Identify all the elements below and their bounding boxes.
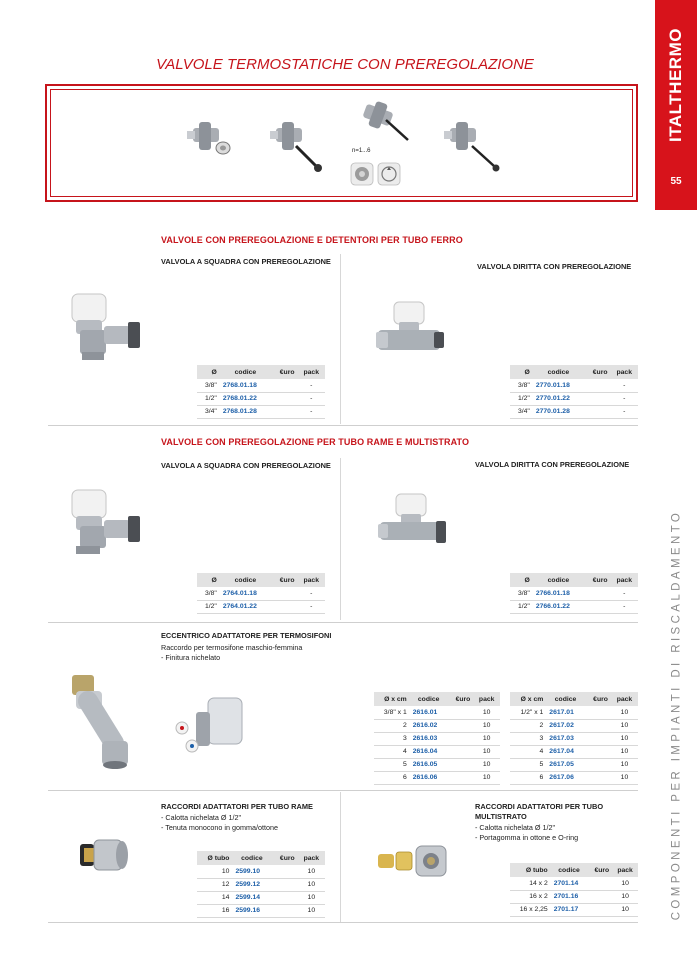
section-title-ferro: VALVOLE CON PREREGOLAZIONE E DETENTORI PER TUBO FERRO [161, 235, 463, 245]
table-header: pack [611, 365, 639, 379]
table-ferro-squadra [197, 365, 325, 419]
table-header: Ø [197, 573, 220, 587]
table-header: pack [611, 692, 638, 706]
angle-valve-image [62, 292, 147, 362]
hero-dial-illustration-2 [378, 163, 402, 187]
table-header: €uro [271, 573, 298, 587]
product-desc-line: - Calotta nichelata Ø 1/2" [161, 813, 242, 822]
table-row: 1/2" 2764.01.22 - [197, 600, 325, 613]
table-row: 1/2" 2768.01.22 - [197, 392, 325, 405]
product-title-squadra-rame: VALVOLA A SQUADRA CON PREREGOLAZIONE [161, 461, 331, 470]
table-row: 3/8" 2766.01.18 - [510, 587, 638, 600]
table-header: pack [611, 573, 639, 587]
table-row: 4 2616.04 10 [374, 745, 500, 758]
table-header: Ø x cm [510, 692, 546, 706]
multilayer-fitting-image [376, 842, 456, 882]
table-header: €uro [584, 573, 611, 587]
table-header: pack [298, 573, 326, 587]
table-row: 2 2616.02 10 [374, 719, 500, 732]
table-header: €uro [448, 692, 474, 706]
product-title-eccentrico: ECCENTRICO ADATTATORE PER TERMOSIFONI [161, 631, 332, 640]
product-desc-line: - Portagomma in ottone e O-ring [475, 833, 579, 842]
product-desc-line: - Tenuta monocono in gomma/ottone [161, 823, 278, 832]
brand-logo: ITALTHERMO [666, 28, 685, 142]
table-header: codice [232, 851, 271, 865]
table-row: 3/4" 2768.01.28 - [197, 405, 325, 418]
table-row: 16 x 2 2701.16 10 [510, 890, 638, 903]
table-header: Ø x cm [374, 692, 410, 706]
column-divider [340, 792, 341, 922]
table-ferro-diritta [510, 365, 638, 419]
table-header: pack [473, 692, 500, 706]
eccentric-installation-image [170, 694, 255, 759]
table-raccordi-multi [510, 863, 638, 917]
table-row: 3/8" x 1 2616.01 10 [374, 706, 500, 719]
table-row: 5 2616.05 10 [374, 758, 500, 771]
table-row: 6 2616.06 10 [374, 771, 500, 784]
copper-fitting-image [74, 836, 134, 876]
table-header: Ø tubo [510, 863, 551, 877]
hero-valve-illustration-3 [350, 96, 410, 146]
product-title-raccordi-multi-line2: MULTISTRATO [475, 812, 527, 821]
eccentric-adapter-image [68, 673, 138, 773]
table-header: codice [551, 863, 588, 877]
hero-preset-label: n=1...6 [352, 148, 371, 154]
table-header: Ø [197, 365, 220, 379]
column-divider [340, 458, 341, 620]
table-rame-squadra [197, 573, 325, 614]
section-divider [48, 790, 638, 791]
hero-box [45, 84, 638, 202]
table-rame-diritta [510, 573, 638, 614]
table-header: €uro [587, 863, 612, 877]
table-raccordi-rame [197, 851, 325, 918]
straight-valve-rame-image [378, 494, 448, 554]
table-row: 3/8" 2764.01.18 - [197, 587, 325, 600]
table-header: €uro [271, 851, 297, 865]
side-title: COMPONENTI PER IMPIANTI DI RISCALDAMENTO [670, 509, 683, 921]
table-row: 1/2" 2766.01.22 - [510, 600, 638, 613]
table-eccentrico-38 [374, 692, 500, 785]
product-desc-line: - Finitura nichelato [161, 653, 221, 662]
table-row: 2 2617.02 10 [510, 719, 638, 732]
table-row: 3/8" 2768.01.18 - [197, 379, 325, 392]
hero-valve-illustration-4 [442, 118, 502, 173]
section-divider [48, 622, 638, 623]
product-title-diritta-ferro: VALVOLA DIRITTA CON PREREGOLAZIONE [477, 262, 632, 271]
table-row: 10 2599.10 10 [197, 865, 325, 878]
product-title-raccordi-multi: RACCORDI ADATTATORI PER TUBO [475, 802, 604, 811]
section-title-rame: VALVOLE CON PREREGOLAZIONE PER TUBO RAME E MULTISTRATO [161, 437, 470, 447]
page-number: 55 [670, 176, 682, 187]
section-divider [48, 922, 638, 923]
table-row: 14 x 2 2701.14 10 [510, 877, 638, 890]
table-header: codice [546, 692, 585, 706]
main-title: VALVOLE TERMOSTATICHE CON PREREGOLAZIONE [156, 56, 534, 73]
hero-valve-illustration-2 [268, 118, 323, 173]
product-title-diritta-rame: VALVOLA DIRITTA CON PREREGOLAZIONE [475, 460, 630, 469]
table-row: 6 2617.06 10 [510, 771, 638, 784]
table-row: 5 2617.05 10 [510, 758, 638, 771]
hero-dial-illustration-1 [351, 163, 375, 187]
table-row: 3 2617.03 10 [510, 732, 638, 745]
table-row: 1/2" 2770.01.22 - [510, 392, 638, 405]
table-row: 3/4" 2770.01.28 - [510, 405, 638, 418]
table-row: 4 2617.04 10 [510, 745, 638, 758]
table-header: Ø [510, 365, 533, 379]
hero-valve-illustration-1 [185, 118, 235, 163]
table-eccentrico-12 [510, 692, 638, 785]
table-header: Ø [510, 573, 533, 587]
table-header: pack [298, 851, 325, 865]
angle-valve-rame-image [62, 488, 147, 558]
table-row: 16 x 2,25 2701.17 10 [510, 903, 638, 916]
product-desc-line: - Calotta nichelata Ø 1/2" [475, 823, 556, 832]
table-header: codice [533, 573, 584, 587]
table-row: 3/8" 2770.01.18 - [510, 379, 638, 392]
product-title-raccordi-rame: RACCORDI ADATTATORI PER TUBO RAME [161, 802, 313, 811]
table-row: 1/2" x 1 2617.01 10 [510, 706, 638, 719]
table-header: codice [533, 365, 584, 379]
section-divider [48, 425, 638, 426]
product-desc-line: Raccordo per termosifone maschio-femmina [161, 643, 303, 652]
column-divider [340, 254, 341, 424]
hero-inner-border [50, 89, 633, 197]
table-row: 12 2599.12 10 [197, 878, 325, 891]
table-row: 16 2599.16 10 [197, 904, 325, 917]
table-header: Ø tubo [197, 851, 232, 865]
table-header: codice [410, 692, 448, 706]
table-header: €uro [584, 365, 611, 379]
table-header: €uro [585, 692, 611, 706]
table-header: pack [298, 365, 326, 379]
table-header: pack [612, 863, 638, 877]
straight-valve-image [376, 302, 446, 362]
table-header: €uro [271, 365, 298, 379]
table-row: 3 2616.03 10 [374, 732, 500, 745]
table-header: codice [220, 573, 271, 587]
table-header: codice [220, 365, 271, 379]
table-row: 14 2599.14 10 [197, 891, 325, 904]
product-title-squadra-ferro: VALVOLA A SQUADRA CON PREREGOLAZIONE [161, 257, 331, 266]
